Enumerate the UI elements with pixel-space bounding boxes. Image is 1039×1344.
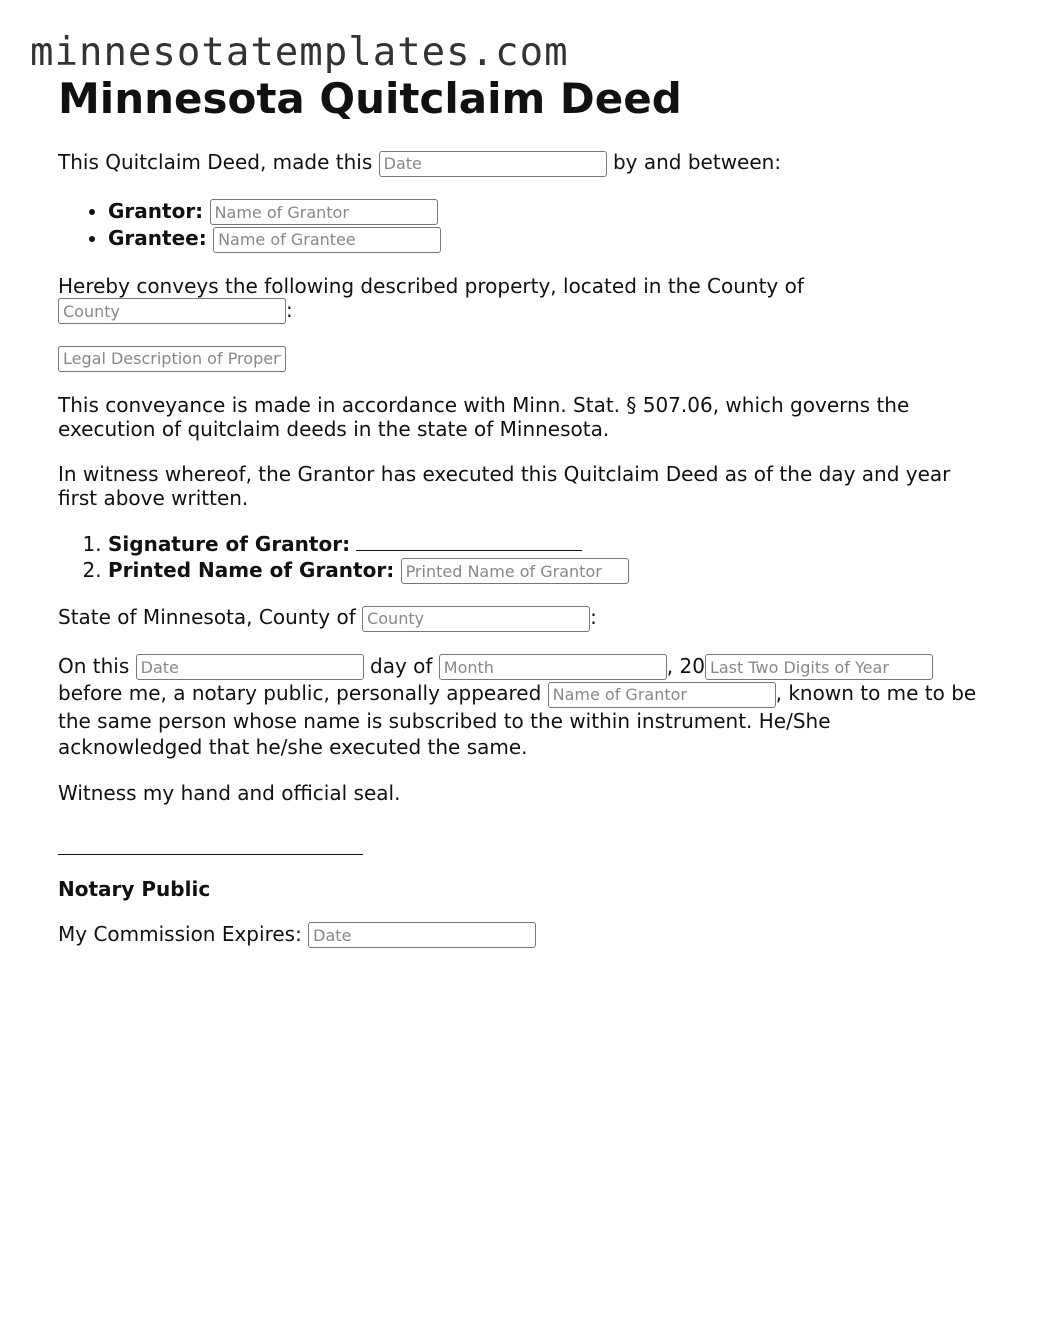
commission-label: My Commission Expires:	[58, 921, 302, 946]
legal-description-line	[58, 345, 978, 372]
notary-label: Notary Public	[58, 876, 211, 901]
intro-after-text: by and between:	[612, 150, 782, 174]
witness-paragraph: In witness whereof, the Grantor has executed this Quitclaim Deed as of the day and year first above written.	[58, 461, 951, 510]
grantor-name-input[interactable]	[210, 199, 438, 225]
page-title: Minnesota Quitclaim Deed	[58, 74, 682, 123]
ack-rest: , known to me to be the same person whose name is subscribed to the within instrument. He/She acknowledged that he/she executed the same.	[58, 681, 977, 759]
state-county-suffix: :	[590, 605, 597, 629]
notary-signature-line[interactable]	[58, 853, 363, 855]
grantee-label: Grantee:	[108, 226, 207, 250]
printed-name-input[interactable]	[401, 558, 629, 584]
conveys-line	[58, 274, 978, 325]
signature-line[interactable]	[356, 532, 582, 551]
deed-form	[58, 74, 978, 969]
ack-year-prefix: , 20	[666, 653, 705, 678]
intro-line	[58, 150, 978, 177]
signature-label: Signature of Grantor:	[108, 531, 351, 556]
conveys-text: Hereby conveys the following described property, located in the County of	[58, 273, 804, 298]
signature-list	[58, 531, 978, 585]
statute-paragraph: This conveyance is made in accordance with Minn. Stat. § 507.06, which governs the execution of quitclaim deeds in the state of Minnesota.	[58, 392, 910, 441]
printed-name-item	[108, 557, 978, 585]
intro-text: This Quitclaim Deed, made this	[58, 150, 373, 174]
ack-before-me: before me, a notary public, personally appeared	[58, 681, 542, 705]
ack-day-of: day of	[370, 653, 433, 678]
ack-day-input[interactable]	[136, 654, 364, 680]
grantee-item	[108, 225, 978, 253]
site-watermark: minnesotatemplates.com	[30, 30, 569, 75]
acknowledgment-paragraph	[58, 653, 978, 760]
notary-county-input[interactable]	[362, 606, 590, 632]
grantor-label: Grantor:	[108, 198, 204, 223]
conveys-suffix: :	[286, 297, 293, 322]
commission-line	[58, 922, 978, 949]
state-county-text: State of Minnesota, County of	[58, 605, 356, 629]
parties-list	[58, 198, 978, 253]
commission-date-input[interactable]	[308, 922, 536, 948]
property-county-input[interactable]	[58, 298, 286, 324]
ack-month-input[interactable]	[439, 654, 667, 680]
ack-year-input[interactable]	[705, 654, 933, 680]
state-county-line	[58, 605, 978, 632]
printed-name-label: Printed Name of Grantor:	[108, 557, 395, 582]
ack-on-this: On this	[58, 653, 130, 678]
grantor-item	[108, 198, 978, 226]
legal-description-input[interactable]	[58, 346, 286, 372]
signature-item	[108, 531, 978, 557]
deed-date-input[interactable]	[379, 151, 607, 177]
ack-grantor-input[interactable]	[548, 682, 776, 708]
seal-paragraph: Witness my hand and official seal.	[58, 780, 401, 805]
grantee-name-input[interactable]	[213, 227, 441, 253]
